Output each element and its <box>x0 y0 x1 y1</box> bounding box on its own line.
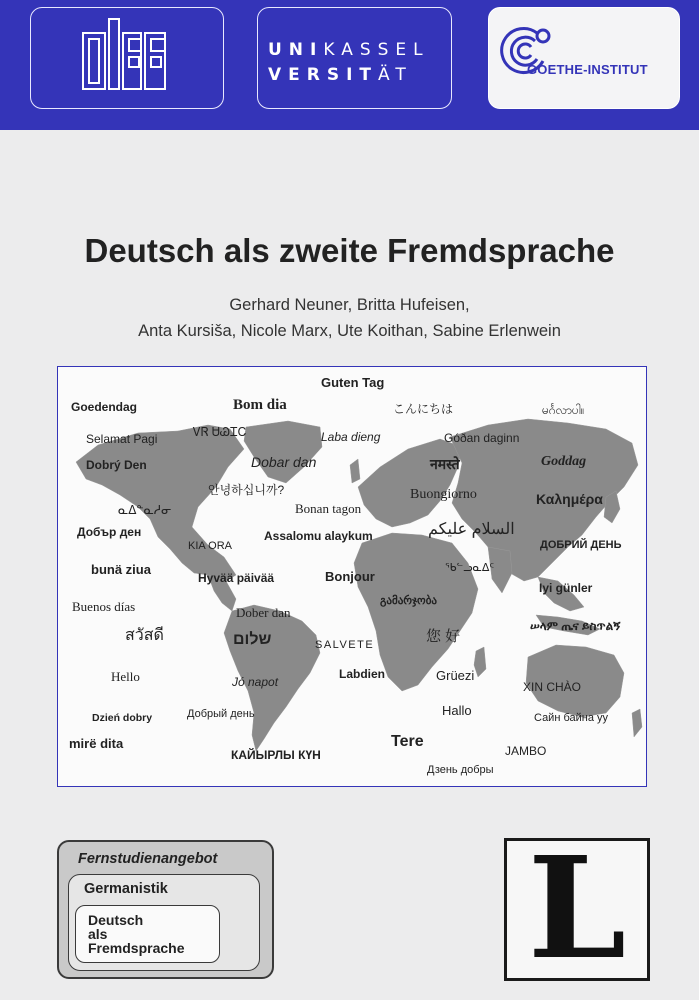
europe-shape <box>358 439 462 527</box>
greeting-label: Hello <box>111 669 140 684</box>
greeting-label: Guten Tag <box>321 375 385 390</box>
greeting-label: Dobrý Den <box>86 458 147 472</box>
badge-daf-line-1: Deutsch <box>88 912 144 928</box>
authors-line-1: Gerhard Neuner, Britta Hufeisen, <box>229 296 470 314</box>
greeting-label: Dober dan <box>236 605 291 620</box>
uni-kassel-line-2: VERSITÄT <box>268 65 413 85</box>
greeting-label: Добрый день <box>187 708 255 720</box>
badge-daf-box <box>75 905 220 963</box>
greeting-label: Assalomu alaykum <box>264 529 373 543</box>
badge-daf-line-3: Fremdsprache <box>88 940 185 956</box>
greeting-label: Dzień dobry <box>92 712 153 724</box>
greeting-label: ДОБРИЙ ДЕНЬ <box>540 539 622 551</box>
greeting-label: नमस्ते <box>430 456 460 472</box>
greeting-label: Iyi günler <box>539 581 593 595</box>
badge-header: Fernstudienangebot <box>78 851 218 867</box>
goethe-logo-text: GOETHE-INSTITUT <box>527 62 648 77</box>
greeting-label: bunä ziua <box>91 562 151 577</box>
greeting-label: Buenos días <box>72 599 136 614</box>
greeting-label: Bonjour <box>325 569 375 584</box>
greeting-label: KIA ORA <box>188 540 233 552</box>
diff-logo-icon <box>81 17 171 97</box>
greeting-label: Tere <box>391 733 424 750</box>
distance-study-badge <box>57 840 274 979</box>
greeting-label: ᖃᓪᓗᓇᐃᑦ <box>445 562 495 574</box>
badge-germanistik-box <box>68 874 260 971</box>
greeting-label: السلام عليكم <box>428 521 515 538</box>
greeting-label: XIN CHÀO <box>523 680 582 694</box>
greeting-label: JAMBO <box>505 744 547 758</box>
greeting-label: Дзень добры <box>427 764 494 776</box>
greeting-label: 您 好 <box>426 628 461 645</box>
greeting-label: КАЙЫРЛЫ КҮН <box>231 748 321 762</box>
greeting-label: 안녕하십니까? <box>208 483 285 497</box>
greeting-label: Καλημέρα <box>536 491 603 507</box>
greeting-label: Сайн байна уу <box>534 712 609 724</box>
greeting-label: ሠላም ጤና ይስጥልኝ <box>530 619 621 633</box>
new-zealand-shape <box>632 709 642 737</box>
uni-kassel-line-1: UNIKASSEL <box>268 40 430 60</box>
greeting-label: Selamat Pagi <box>86 432 158 446</box>
greeting-label: สวัสดี <box>125 627 164 644</box>
greeting-label: Hallo <box>442 703 472 718</box>
greeting-label: שלום <box>233 631 272 648</box>
langenscheidt-logo <box>504 827 650 991</box>
greeting-label: Goedendag <box>71 400 138 414</box>
greeting-label: Bom dia <box>233 397 287 413</box>
greenland-shape <box>244 421 322 483</box>
greeting-label: SALVETE <box>315 639 375 651</box>
greeting-label: Dobar dan <box>251 454 317 470</box>
greeting-label: გამარჯობა <box>380 595 437 607</box>
badge-germanistik-label: Germanistik <box>84 881 168 897</box>
greeting-label: mirë dita <box>69 736 124 751</box>
diff-logo-box <box>30 7 224 109</box>
greeting-label: Labdien <box>339 667 386 681</box>
authors-line-2: Anta Kursiša, Nicole Marx, Ute Koithan, Sabine Erlenwein <box>138 322 561 340</box>
greeting-label: Bonan tagon <box>295 501 362 516</box>
langenscheidt-letter: L <box>527 827 627 991</box>
book-title: Deutsch als zweite Fremdsprache <box>84 232 615 269</box>
greeting-label: こんにちは <box>393 402 454 416</box>
madagascar-shape <box>474 647 486 677</box>
uk-shape <box>350 459 360 483</box>
goethe-logo-box <box>488 7 680 109</box>
greeting-label: Buongiorno <box>410 487 477 502</box>
greeting-label: Goddag <box>541 454 587 469</box>
greeting-label: Hyvää päivää <box>198 571 275 585</box>
greeting-label: ᏙᏒ ᏌᏊᏆᏟ <box>193 425 247 439</box>
world-map <box>57 366 647 787</box>
header-bar <box>0 0 699 130</box>
greeting-label: Laba dieng <box>321 430 381 444</box>
uni-kassel-logo-box <box>257 7 452 109</box>
greeting-label: Góðan daginn <box>444 431 520 445</box>
greeting-label: မင်္ဂလာပါ။ <box>542 403 585 417</box>
greeting-label: Jó napot <box>232 675 279 689</box>
badge-daf-line-2: als <box>88 926 108 942</box>
greeting-label: Добър ден <box>77 525 142 539</box>
greeting-label: Grüezi <box>436 668 475 683</box>
greeting-label: ᓇᐃᓐᓇᓱᓂ <box>118 503 172 517</box>
